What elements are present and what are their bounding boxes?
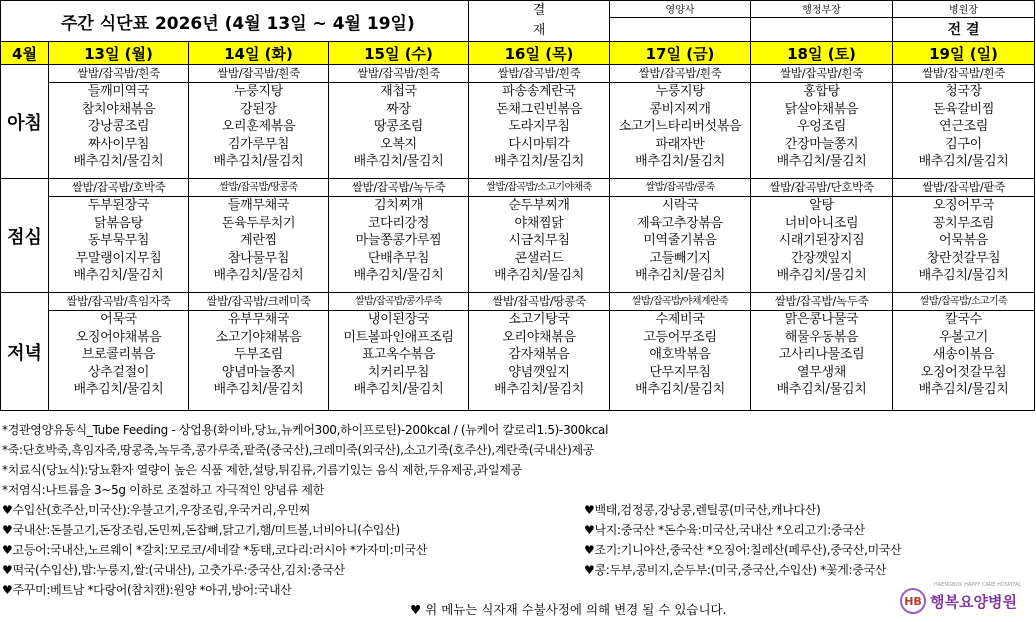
dish-item: 김가루무침 (227, 136, 290, 152)
dish-item: 배추김치/물김치 (635, 382, 725, 398)
page-title: 주간 식단표 2026년 (4월 13일 ~ 4월 19일) (1, 1, 469, 42)
day-label: 17일 (금) (610, 42, 751, 65)
porridge-line: 쌀밥/잡곡밥/땅콩죽 (469, 293, 609, 311)
origin-text: ♥수입산(호주산,미국산):우불고기,우장조림,우국거리,우민찌 (2, 503, 311, 517)
dish-item: 들깨무채국 (227, 198, 290, 213)
dish-item: 상추겉절이 (87, 364, 150, 380)
dish-item: 오징어무국 (932, 198, 995, 213)
dish-item: 배추김치/물김치 (494, 382, 584, 398)
dish-item: 강낭콩조림 (87, 119, 150, 135)
meal-row-lunch (1, 179, 1035, 293)
dish-item: 너비아니조림 (784, 215, 859, 231)
dish-list (893, 197, 1034, 285)
dish-item: 닭살야채볶음 (784, 101, 859, 117)
dish-item: 돈육갈비찜 (932, 101, 995, 117)
signer-admin: 행정부장 (751, 1, 893, 18)
dish-list (610, 311, 750, 399)
dish-item: 파송송계란국 (502, 84, 576, 99)
menu-cell (610, 293, 751, 411)
dish-list (189, 197, 328, 285)
dish-item: 배추김치/물김치 (776, 154, 867, 170)
dish-item: 배추김치/물김치 (213, 382, 304, 398)
origin-text: ♥조기:기니아산,중국산 *오징어:칠레산(페루산),중국산,미국산 (584, 543, 902, 557)
dish-item: 단무지무침 (649, 364, 711, 380)
day-label: 14일 (화) (189, 42, 329, 65)
dish-item: 배추김치/물김치 (918, 382, 1009, 398)
dish-item: 김치찌개 (373, 198, 424, 213)
logo-subtitle: HAENGBOK HAPPY CARE HOSPITAL (934, 582, 1022, 588)
dish-item: 김구이 (945, 136, 982, 152)
dish-item: 우엉조림 (797, 119, 847, 135)
dish-list (893, 83, 1034, 171)
dish-item: 창란젓갈무침 (926, 250, 1001, 266)
dish-list (49, 197, 188, 285)
porridge-line: 쌀밥/잡곡밥/흰죽 (469, 65, 609, 83)
dish-list (469, 311, 609, 399)
day-label: 13일 (월) (49, 42, 189, 65)
dish-list (893, 311, 1034, 399)
dish-item: 파래자반 (655, 136, 705, 152)
dish-item: 미트볼파인애프조림 (343, 329, 454, 345)
porridge-line: 쌀밥/잡곡밥/콩가루죽 (329, 293, 468, 311)
dish-item: 참나물무침 (227, 250, 290, 266)
dish-item: 배추김치/물김치 (918, 268, 1009, 284)
porridge-line: 쌀밥/잡곡밥/녹두죽 (751, 293, 892, 311)
dish-item: 두부된장국 (87, 198, 150, 213)
menu-cell (49, 65, 189, 179)
dish-item: 어묵볶음 (939, 233, 989, 249)
dish-item: 오징어젓갈무침 (920, 364, 1007, 380)
dish-item: 꽁치무조림 (932, 215, 995, 231)
origin-text: ♥고등어:국내산,노르웨이 *갈치:모로코/세네갈 *동태,코다리:러시아 *가자미:미국산 (2, 543, 428, 557)
dish-list (751, 197, 892, 285)
origin-line (2, 540, 1034, 560)
logo-mark-icon: HB (900, 588, 926, 614)
menu-cell (893, 65, 1035, 179)
dish-item: 코다리강정 (367, 215, 430, 231)
dish-item: 시래기된장지짐 (778, 233, 865, 249)
origin-text: ♥국내산:돈불고기,돈장조림,돈민찌,돈잡뼈,닭고기,햄/미트볼,너비아니(수입산) (2, 523, 400, 537)
porridge-line: 쌀밥/잡곡밥/흑임자죽 (49, 293, 188, 311)
dish-list (610, 83, 750, 171)
dish-item: 배추김치/물김치 (353, 154, 444, 170)
dish-item: 새송이볶음 (932, 347, 995, 363)
porridge-line: 쌀밥/잡곡밥/흰죽 (893, 65, 1034, 83)
dish-item: 콘샐러드 (514, 250, 564, 266)
origin-text: ♥백태,검정콩,강낭콩,렌틸콩(미국산,캐나다산) (584, 503, 821, 517)
porridge-line: 쌀밥/잡곡밥/흰죽 (49, 65, 188, 83)
menu-cell (610, 179, 751, 293)
meal-row-breakfast (1, 65, 1035, 179)
sign-box-admin (751, 17, 893, 41)
dish-list (469, 83, 609, 171)
dish-item: 미역줄기볶음 (643, 233, 717, 249)
menu-cell (329, 293, 469, 411)
menu-cell (49, 293, 189, 411)
dish-item: 동부묵무침 (87, 233, 150, 249)
menu-cell (189, 179, 329, 293)
dish-item: 애호박볶음 (649, 347, 711, 363)
dish-list (469, 197, 609, 285)
final-approval: 전 결 (893, 17, 1035, 41)
note-low-salt: *저염식:나트륨을 3~5g 이하로 조절하고 자극적인 양념류 제한 (2, 483, 324, 497)
dish-item: 열무생채 (797, 364, 847, 380)
dish-item: 고사리나물조림 (778, 347, 865, 363)
day-label: 16일 (목) (469, 42, 610, 65)
meal-label: 저녁 (1, 293, 49, 411)
dish-list (751, 311, 892, 399)
dish-item: 소고기야채볶음 (215, 329, 302, 345)
note-porridge: *죽:단호박죽,흑임자죽,땅콩죽,녹두죽,콩가루죽,팥죽(중국산),크레미죽(외국산),소고기죽(호주산),계란죽(국내산)제공 (2, 443, 595, 457)
dish-item: 콩비지찌개 (649, 101, 711, 117)
dish-item: 배추김치/물김치 (776, 382, 867, 398)
menu-cell (189, 293, 329, 411)
dish-item: 소고기느타리버섯볶음 (618, 119, 742, 135)
origin-text: ♥떡국(수입산),밥:누룽지,쌀:(국내산), 고춧가루:중국산,김치:중국산 (2, 563, 345, 577)
dish-item: 간장마늘쫑지 (784, 136, 859, 152)
dish-item: 오리훈제볶음 (221, 119, 296, 135)
notes-section (2, 420, 1034, 600)
dish-item: 누룽지탕 (655, 84, 705, 99)
porridge-line: 쌀밥/잡곡밥/녹두죽 (329, 179, 468, 197)
origin-line (2, 520, 1034, 540)
dish-item: 도라지무침 (508, 119, 570, 135)
origin-text: ♥주꾸미:베트남 *다랑어(참치캔):원양 *아귀,방어:국내산 (2, 583, 292, 597)
month-label: 4월 (1, 42, 49, 65)
dish-item: 오복지 (380, 136, 417, 152)
dish-item: 감자채볶음 (508, 347, 570, 363)
dish-item: 고들빼기지 (649, 250, 711, 266)
dish-item: 배추김치/물김치 (776, 268, 867, 284)
dish-item: 어묵국 (100, 312, 137, 327)
dish-item: 참치야채볶음 (81, 101, 156, 117)
porridge-line: 쌀밥/잡곡밥/흰죽 (329, 65, 468, 83)
dish-item: 배추김치/물김치 (353, 382, 444, 398)
dish-list (49, 311, 188, 399)
menu-cell (751, 65, 893, 179)
dish-item: 치커리무침 (367, 364, 430, 380)
dish-item: 닭볶음탕 (93, 215, 144, 231)
dish-item: 고등어무조림 (643, 329, 717, 345)
dish-item: 단배추무침 (367, 250, 430, 266)
menu-cell (329, 65, 469, 179)
dish-item: 우볼고기 (939, 329, 989, 345)
dish-item: 무말랭이지무침 (75, 250, 162, 266)
dish-item: 계란찜 (240, 233, 277, 249)
dish-item: 수제비국 (655, 312, 705, 327)
menu-cell (469, 65, 610, 179)
dish-item: 들깨미역국 (87, 84, 150, 99)
dish-item: 배추김치/물김치 (635, 154, 725, 170)
dish-item: 배추김치/물김치 (73, 382, 164, 398)
dish-item: 야채찜닭 (514, 215, 564, 231)
menu-cell (751, 179, 893, 293)
dish-item: 배추김치/물김치 (73, 154, 164, 170)
dish-item: 제육고추장볶음 (637, 215, 723, 231)
hospital-logo (900, 582, 1022, 614)
dish-item: 배추김치/물김치 (494, 268, 584, 284)
origin-text: ♥콩:두부,콩비지,순두부:(미국,중국산,수입산) *꽃게:중국산 (584, 563, 887, 577)
note-diabetic: *치료식(당뇨식):당뇨환자 열량이 높은 식품 제한,설탕,튀김류,기름기있는 음식 제한,두유제공,과일제공 (2, 463, 522, 477)
logo-text: 행복요양병원 (930, 592, 1017, 611)
dish-item: 순두부찌개 (508, 198, 570, 213)
porridge-line: 쌀밥/잡곡밥/흰죽 (610, 65, 750, 83)
dish-item: 돈육두루치기 (221, 215, 296, 231)
menu-cell (751, 293, 893, 411)
note-tube-feeding: *경관영양유동식_Tube Feeding - 상업용(화이바,당뇨,뉴케어300,하이프로틴)-200kcal / (뉴케어 칼로리1.5)-300kcal (2, 423, 609, 437)
dish-item: 간장깻잎지 (790, 250, 853, 266)
dish-item: 시금치무침 (508, 233, 570, 249)
porridge-line: 쌀밥/잡곡밥/소고기야채죽 (469, 179, 609, 197)
origin-line (2, 560, 1034, 580)
dish-list (189, 311, 328, 399)
porridge-line: 쌀밥/잡곡밥/콩죽 (610, 179, 750, 197)
dish-item: 배추김치/물김치 (494, 154, 584, 170)
dish-item: 해물우동볶음 (784, 329, 859, 345)
dish-item: 표고옥수볶음 (361, 347, 436, 363)
dish-item: 배추김치/물김치 (353, 268, 444, 284)
dish-item: 양념깻잎지 (508, 364, 570, 380)
dish-item: 돈채그린빈볶음 (496, 101, 582, 117)
dish-item: 냉이된장국 (367, 312, 430, 327)
day-header-row (1, 42, 1035, 65)
approval-label: 결 재 (469, 1, 610, 42)
porridge-line: 쌀밥/잡곡밥/흰죽 (189, 65, 328, 83)
dish-list (329, 197, 468, 285)
porridge-line: 쌀밥/잡곡밥/흰죽 (751, 65, 892, 83)
menu-cell (610, 65, 751, 179)
day-label: 19일 (일) (893, 42, 1035, 65)
dish-item: 알탕 (809, 198, 834, 213)
dish-list (189, 83, 328, 171)
porridge-line: 쌀밥/잡곡밥/호박죽 (49, 179, 188, 197)
porridge-line: 쌀밥/잡곡밥/소고기죽 (893, 293, 1034, 311)
menu-cell (469, 293, 610, 411)
dish-item: 땅콩조림 (373, 119, 424, 135)
dish-item: 양념마늘쫑지 (221, 364, 296, 380)
meal-label: 점심 (1, 179, 49, 293)
dish-item: 누룽지탕 (233, 84, 284, 99)
dish-item: 짜사이무침 (87, 136, 150, 152)
menu-change-notice: ♥ 위 메뉴는 식자재 수불사정에 의해 변경 될 수 있습니다. (410, 602, 727, 617)
dish-item: 배추김치/물김치 (73, 268, 164, 284)
dish-item: 맑은콩나물국 (784, 312, 859, 327)
menu-cell (329, 179, 469, 293)
dish-item: 청국장 (945, 84, 982, 99)
porridge-line: 쌀밥/잡곡밥/땅콩죽 (189, 179, 328, 197)
meal-label: 아침 (1, 65, 49, 179)
porridge-line: 쌀밥/잡곡밥/야채계란죽 (610, 293, 750, 311)
dish-item: 유부무채국 (227, 312, 290, 327)
dish-list (49, 83, 188, 171)
dish-list (610, 197, 750, 285)
signer-director: 병원장 (893, 1, 1035, 18)
porridge-line: 쌀밥/잡곡밥/크레미죽 (189, 293, 328, 311)
day-label: 15일 (수) (329, 42, 469, 65)
meal-row-dinner (1, 293, 1035, 411)
dish-list (329, 83, 468, 171)
day-label: 18일 (토) (751, 42, 893, 65)
dish-item: 오징어야채볶음 (75, 329, 162, 345)
signer-nutritionist: 영양사 (610, 1, 751, 18)
dish-item: 소고기탕국 (508, 312, 570, 327)
menu-cell (189, 65, 329, 179)
menu-cell (893, 293, 1035, 411)
dish-item: 홍합탕 (803, 84, 840, 99)
porridge-line: 쌀밥/잡곡밥/팥죽 (893, 179, 1034, 197)
menu-cell (49, 179, 189, 293)
dish-item: 시락국 (661, 198, 699, 213)
dish-list (329, 311, 468, 399)
porridge-line: 쌀밥/잡곡밥/단호박죽 (751, 179, 892, 197)
dish-item: 배추김치/물김치 (213, 154, 304, 170)
menu-cell (893, 179, 1035, 293)
dish-item: 칼국수 (945, 312, 982, 327)
dish-item: 짜장 (386, 101, 411, 117)
dish-item: 두부조림 (233, 347, 284, 363)
dish-list (751, 83, 892, 171)
dish-item: 오리야채볶음 (502, 329, 576, 345)
dish-item: 브로콜리볶음 (81, 347, 156, 363)
dish-item: 배추김치/물김치 (635, 268, 725, 284)
dish-item: 다시마튀각 (508, 136, 570, 152)
dish-item: 마늘쫑콩가루찜 (355, 233, 442, 249)
dish-item: 배추김치/물김치 (918, 154, 1009, 170)
origin-line (2, 500, 1034, 520)
menu-cell (469, 179, 610, 293)
dish-item: 배추김치/물김치 (213, 268, 304, 284)
origin-text: ♥낙지:중국산 *돈수육:미국산,국내산 *오리고기:중국산 (584, 523, 865, 537)
dish-item: 연근조림 (939, 119, 989, 135)
sign-box-nutritionist (610, 17, 751, 41)
dish-item: 강된장 (240, 101, 277, 117)
dish-item: 재첩국 (380, 84, 417, 99)
